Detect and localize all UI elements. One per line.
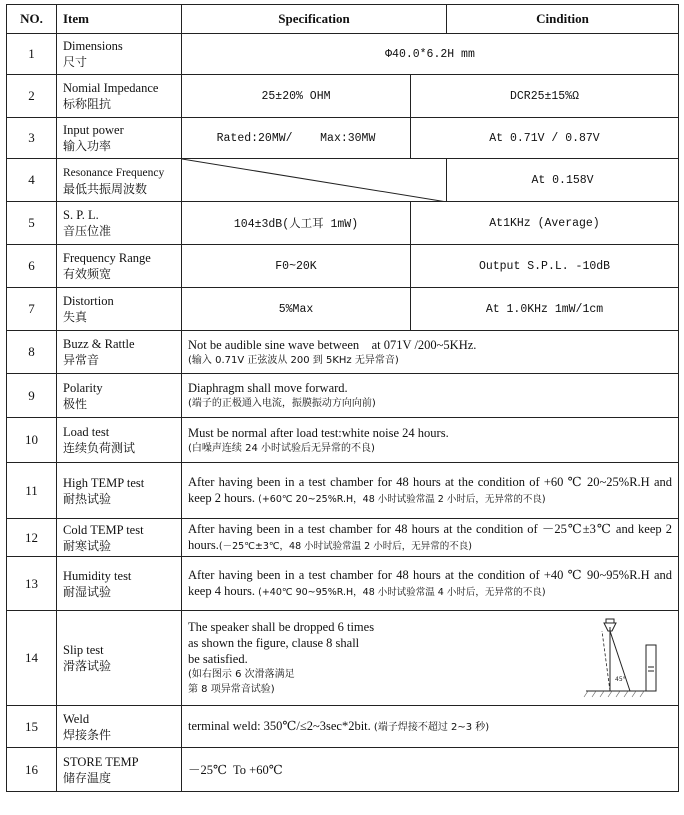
item-name-cn: 失真 bbox=[63, 310, 88, 324]
item-cell bbox=[57, 706, 182, 748]
table-row bbox=[7, 748, 679, 792]
description-cell bbox=[182, 519, 679, 557]
description-text: terminal weld: 350℃/≤2~3sec*2bit. bbox=[188, 718, 371, 733]
table-row bbox=[7, 463, 679, 519]
item-name-cn: 输入功率 bbox=[63, 139, 112, 153]
condition-value: At 1.0KHz 1mW/1cm bbox=[411, 288, 679, 331]
header-specification: Specification bbox=[182, 5, 447, 34]
row-number: 7 bbox=[7, 288, 57, 331]
row-number: 16 bbox=[7, 748, 57, 792]
item-name-en: Slip test bbox=[63, 643, 104, 657]
description-text: Diaphragm shall move forward. bbox=[188, 381, 348, 395]
condition-value: At 0.158V bbox=[447, 159, 679, 202]
description-text-cn: (白噪声连续 24 小时试验后无异常的不良) bbox=[188, 442, 375, 454]
item-name-en: Weld bbox=[63, 711, 90, 726]
item-name-cn: 有效频宽 bbox=[63, 267, 112, 281]
table-row bbox=[7, 288, 679, 331]
item-cell bbox=[57, 245, 182, 288]
header-item: Item bbox=[57, 5, 182, 34]
row-number: 15 bbox=[7, 706, 57, 748]
spec-value: 5%Max bbox=[182, 288, 411, 331]
header-no: NO. bbox=[7, 5, 57, 34]
spec-not-applicable bbox=[182, 159, 447, 202]
item-cell bbox=[57, 118, 182, 159]
spec-value: F0~20K bbox=[182, 245, 411, 288]
table-row bbox=[7, 331, 679, 374]
row-number: 12 bbox=[7, 519, 57, 557]
description-text-cn: (输入 0.71V 正弦波从 200 到 5KHz 无异常音) bbox=[188, 354, 399, 366]
item-name-en: Distortion bbox=[63, 294, 114, 308]
item-name-en: Load test bbox=[63, 425, 110, 439]
row-number: 5 bbox=[7, 202, 57, 245]
item-name-en: High TEMP test bbox=[63, 475, 145, 490]
header-condition: Cindition bbox=[447, 5, 679, 34]
description-text: After having been in a test chamber for 48 hours at the condition of －25℃±3℃ and keep 2 hours. bbox=[188, 521, 672, 552]
description-cell bbox=[182, 557, 679, 611]
description-cell bbox=[182, 331, 679, 374]
item-name-en: Frequency Range bbox=[63, 251, 151, 265]
row-number: 11 bbox=[7, 463, 57, 519]
description-text: Must be normal after load test:white noise 24 hours. bbox=[188, 425, 449, 440]
item-name-en: Resonance Frequency bbox=[63, 166, 165, 179]
item-name-en: S. P. L. bbox=[63, 208, 99, 222]
table-row bbox=[7, 519, 679, 557]
item-name-en: Humidity test bbox=[63, 568, 132, 583]
row-number: 6 bbox=[7, 245, 57, 288]
item-name-en: Dimensions bbox=[63, 39, 123, 53]
item-name-en: Polarity bbox=[63, 380, 103, 395]
description-line-cn: (如右图示 6 次滑落满足 bbox=[188, 669, 295, 680]
slip-test-text bbox=[188, 619, 374, 697]
description-cell bbox=[182, 611, 679, 706]
spec-value: 25±20% OHM bbox=[182, 75, 411, 118]
row-number: 10 bbox=[7, 418, 57, 463]
item-cell bbox=[57, 748, 182, 792]
item-name-en: Buzz & Rattle bbox=[63, 337, 135, 351]
item-cell bbox=[57, 519, 182, 557]
row-number: 13 bbox=[7, 557, 57, 611]
description-text: Not be audible sine wave between at 071V /200~5KHz. bbox=[188, 337, 477, 352]
description-cell bbox=[182, 374, 679, 418]
description-line: as shown the figure, clause 8 shall bbox=[188, 636, 360, 650]
item-cell bbox=[57, 75, 182, 118]
description-text-cn: (端子焊接不超过 2~3 秒) bbox=[373, 721, 490, 733]
item-name-cn: 耐湿试验 bbox=[63, 584, 112, 599]
row-number: 1 bbox=[7, 34, 57, 75]
slip-angle-label: 45° bbox=[615, 676, 626, 683]
item-name-cn: 标称阻抗 bbox=[63, 97, 112, 111]
table-row bbox=[7, 557, 679, 611]
table-row bbox=[7, 202, 679, 245]
description-text: After having been in a test chamber for 48 hours at the condition of +60 ℃ 20~25%R.H and keep 2 hours. bbox=[188, 474, 672, 505]
table-row bbox=[7, 75, 679, 118]
item-cell bbox=[57, 374, 182, 418]
table-row bbox=[7, 706, 679, 748]
description-text-cn: (+60℃ 20~25%R.H，48 小时试验常温 2 小时后，无异常的不良) bbox=[258, 493, 546, 505]
description-cell bbox=[182, 706, 679, 748]
table-header-row bbox=[7, 5, 679, 34]
table-row bbox=[7, 118, 679, 159]
item-cell bbox=[57, 611, 182, 706]
slip-test-figure bbox=[582, 617, 664, 699]
item-cell bbox=[57, 331, 182, 374]
description-text-cn: (+40℃ 90~95%R.H，48 小时试验常温 4 小时后，无异常的不良) bbox=[258, 586, 546, 598]
condition-value: At1KHz (Average) bbox=[411, 202, 679, 245]
item-cell bbox=[57, 34, 182, 75]
row-number: 9 bbox=[7, 374, 57, 418]
spec-value: 104±3dB(人工耳 1mW) bbox=[182, 202, 411, 245]
item-cell bbox=[57, 463, 182, 519]
row-number: 3 bbox=[7, 118, 57, 159]
item-cell bbox=[57, 202, 182, 245]
specification-table bbox=[6, 4, 679, 792]
row-number: 8 bbox=[7, 331, 57, 374]
description-cell bbox=[182, 418, 679, 463]
item-name-cn: 音压位准 bbox=[63, 224, 112, 238]
table-row bbox=[7, 418, 679, 463]
item-name-cn: 焊接条件 bbox=[63, 727, 112, 742]
item-cell bbox=[57, 288, 182, 331]
item-name-cn: 耐寒试验 bbox=[63, 538, 112, 553]
item-name-en: Input power bbox=[63, 123, 124, 137]
item-cell bbox=[57, 418, 182, 463]
item-name-cn: 连续负荷测试 bbox=[63, 441, 136, 455]
spec-value: Φ40.0*6.2H mm bbox=[182, 34, 679, 75]
description-line-cn: 第 8 项异常音试验) bbox=[188, 684, 275, 695]
item-name-en: STORE TEMP bbox=[63, 754, 139, 769]
condition-value: At 0.71V / 0.87V bbox=[411, 118, 679, 159]
condition-value: Output S.P.L. -10dB bbox=[411, 245, 679, 288]
table-row bbox=[7, 34, 679, 75]
description-text-cn: (－25℃±3℃，48 小时试验常温 2 小时后，无异常的不良) bbox=[218, 540, 472, 552]
spec-value: Rated:20MW/ Max:30MW bbox=[182, 118, 411, 159]
table-row bbox=[7, 245, 679, 288]
table-row bbox=[7, 159, 679, 202]
item-name-cn: 储存温度 bbox=[63, 770, 112, 785]
description-cell bbox=[182, 748, 679, 792]
row-number: 14 bbox=[7, 611, 57, 706]
description-cell bbox=[182, 463, 679, 519]
diagonal-strike-line bbox=[182, 159, 447, 202]
item-name-cn: 滑落试验 bbox=[63, 659, 112, 673]
row-number: 2 bbox=[7, 75, 57, 118]
description-text: After having been in a test chamber for 48 hours at the condition of +40 ℃ 90~95%R.H and keep 4 hours. bbox=[188, 567, 672, 598]
condition-value: DCR25±15%Ω bbox=[411, 75, 679, 118]
table-row bbox=[7, 611, 679, 706]
description-text-cn: (端子的正极通入电流，振膜振动方向向前) bbox=[188, 398, 376, 409]
item-cell bbox=[57, 557, 182, 611]
description-line: be satisfied. bbox=[188, 652, 248, 666]
row-number: 4 bbox=[7, 159, 57, 202]
item-name-cn: 最低共振周波数 bbox=[63, 181, 148, 196]
item-name-cn: 异常音 bbox=[63, 353, 100, 367]
item-cell bbox=[57, 159, 182, 202]
description-line: The speaker shall be dropped 6 times bbox=[188, 620, 375, 634]
item-name-cn: 耐热试验 bbox=[63, 491, 112, 506]
table-row bbox=[7, 374, 679, 418]
description-text: －25℃ To +60℃ bbox=[188, 762, 283, 777]
item-name-en: Cold TEMP test bbox=[63, 522, 144, 537]
item-name-cn: 尺寸 bbox=[63, 55, 88, 69]
item-name-en: Nomial Impedance bbox=[63, 81, 159, 95]
item-name-cn: 极性 bbox=[63, 396, 88, 411]
